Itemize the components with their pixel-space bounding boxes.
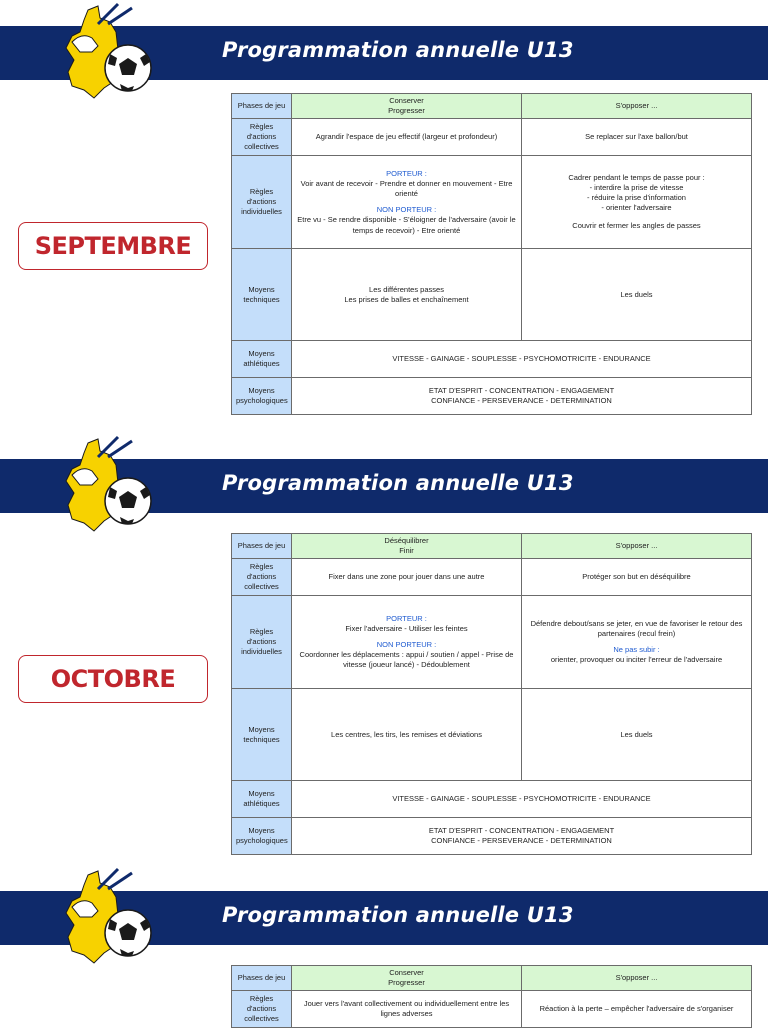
table-cell: Réaction à la perte – empêcher l'adversaire de s'organiser — [522, 991, 752, 1028]
row-header: Règles d'actions collectives — [232, 559, 292, 596]
table-row — [232, 378, 752, 415]
table-cell: PORTEUR : Voir avant de recevoir - Prendre et donner en mouvement - Etre orienté NON PORTEUR : Etre vu - Se rendre disponible - S'éloigner de l'adversaire (avoir le temps de recevoir) - Etre orienté — [292, 156, 522, 249]
row-header: Phases de jeu — [232, 966, 292, 991]
club-logo-icon — [58, 435, 158, 535]
table-row — [232, 991, 752, 1028]
table-cell: Les différentes passes Les prises de balles et enchaînement — [292, 249, 522, 341]
table-cell: ETAT D'ESPRIT - CONCENTRATION - ENGAGEMENT CONFIANCE - PERSEVERANCE - DETERMINATION — [292, 378, 752, 415]
table-cell: Fixer dans une zone pour jouer dans une autre — [292, 559, 522, 596]
club-logo-icon — [58, 2, 158, 102]
phase-cell: S'opposer ... — [522, 534, 752, 559]
row-header: Moyens techniques — [232, 249, 292, 341]
table-row — [232, 818, 752, 855]
table-row — [232, 966, 752, 991]
phase-cell: Déséquilibrer Finir — [292, 534, 522, 559]
row-header: Moyens techniques — [232, 689, 292, 781]
row-header: Moyens athlétiques — [232, 781, 292, 818]
table-row — [232, 119, 752, 156]
row-header: Moyens psychologiques — [232, 378, 292, 415]
table-row — [232, 534, 752, 559]
row-header: Phases de jeu — [232, 534, 292, 559]
table-row — [232, 596, 752, 689]
table-row — [232, 341, 752, 378]
phase-cell: S'opposer ... — [522, 966, 752, 991]
table-row — [232, 559, 752, 596]
programme-table — [231, 533, 752, 855]
banner-title: Programmation annuelle U13 — [222, 471, 574, 495]
table-row — [232, 156, 752, 249]
month-label: SEPTEMBRE — [18, 222, 208, 270]
row-header: Règles d'actions collectives — [232, 119, 292, 156]
table-cell: PORTEUR : Fixer l'adversaire - Utiliser les feintes NON PORTEUR : Coordonner les déplacements : appui / soutien / appel - Prise de vitesse (joueur lancé) - Dédoublement — [292, 596, 522, 689]
table-cell: Cadrer pendant le temps de passe pour : - interdire la prise de vitesse - réduire la prise d'information - orienter l'adversaire Couvrir et fermer les angles de passes — [522, 156, 752, 249]
table-cell: Les duels — [522, 249, 752, 341]
row-header: Moyens psychologiques — [232, 818, 292, 855]
phase-cell: Conserver Progresser — [292, 966, 522, 991]
programme-table — [231, 965, 752, 1028]
table-cell: Les centres, les tirs, les remises et déviations — [292, 689, 522, 781]
table-cell: VITESSE - GAINAGE - SOUPLESSE - PSYCHOMOTRICITE - ENDURANCE — [292, 341, 752, 378]
row-header: Règles d'actions individuelles — [232, 596, 292, 689]
row-header: Phases de jeu — [232, 94, 292, 119]
table-cell: Jouer vers l'avant collectivement ou individuellement entre les lignes adverses — [292, 991, 522, 1028]
table-cell: ETAT D'ESPRIT - CONCENTRATION - ENGAGEMENT CONFIANCE - PERSEVERANCE - DETERMINATION — [292, 818, 752, 855]
table-row — [232, 249, 752, 341]
table-cell: Les duels — [522, 689, 752, 781]
phase-cell: S'opposer ... — [522, 94, 752, 119]
row-header: Règles d'actions individuelles — [232, 156, 292, 249]
table-cell: Protéger son but en déséquilibre — [522, 559, 752, 596]
club-logo-icon — [58, 867, 158, 967]
month-label: OCTOBRE — [18, 655, 208, 703]
table-row — [232, 689, 752, 781]
table-cell: Se replacer sur l'axe ballon/but — [522, 119, 752, 156]
programme-table — [231, 93, 752, 415]
banner-title: Programmation annuelle U13 — [222, 903, 574, 927]
banner-title: Programmation annuelle U13 — [222, 38, 574, 62]
table-cell: VITESSE - GAINAGE - SOUPLESSE - PSYCHOMOTRICITE - ENDURANCE — [292, 781, 752, 818]
table-cell: Agrandir l'espace de jeu effectif (largeur et profondeur) — [292, 119, 522, 156]
row-header: Moyens athlétiques — [232, 341, 292, 378]
phase-cell: Conserver Progresser — [292, 94, 522, 119]
table-row — [232, 781, 752, 818]
table-row — [232, 94, 752, 119]
table-cell: Défendre debout/sans se jeter, en vue de favoriser le retour des partenaires (recul frein) Ne pas subir : orienter, provoquer ou inciter l'erreur de l'adversaire — [522, 596, 752, 689]
row-header: Règles d'actions collectives — [232, 991, 292, 1028]
